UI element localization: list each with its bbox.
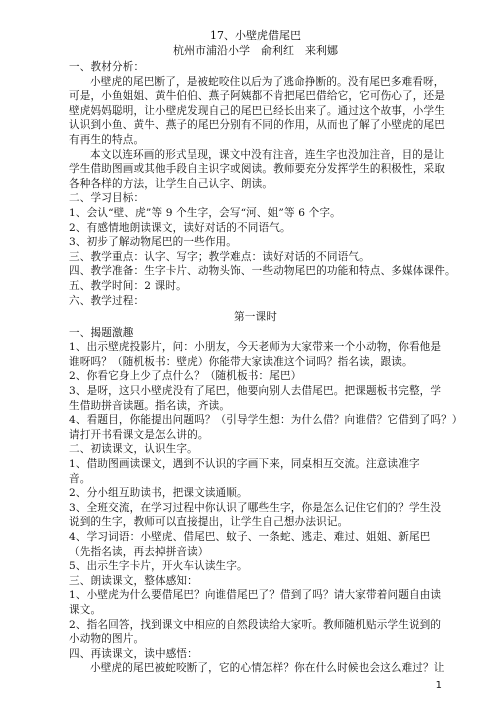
document-body xyxy=(69,60,463,676)
paragraph-line: 学生借助图画或其他手段自主识字或阅读。教师要充分发挥学生的积极性，采取 xyxy=(69,163,446,176)
paragraph-line: 各种各样的方法，让学生自己认字、朗读。 xyxy=(69,177,274,190)
paragraph-line: 生借助拼音读题。指名读，齐读。 xyxy=(69,399,231,412)
list-item: 3、全班交流，在学习过程中你认识了哪些生字，你是怎么记住它们的？学生没 xyxy=(69,501,442,514)
paragraph-line: 认识到小鱼、黄牛、燕子的尾巴分别有不同的作用，从而也了解了小壁虎的尾巴 xyxy=(69,119,446,132)
list-item: 4、学习词语：小壁虎、借尾巴、蚊子、一条蛇、逃走、难过、姐姐、新尾巴 xyxy=(69,531,431,543)
list-item: 1、会认“壁、虎”等 9 个生字，会写“河、姐”等 6 个字。 xyxy=(69,206,341,219)
list-item: 1、出示壁虎投影片，问：小朋友，今天老师为大家带来一个小动物，你看他是 xyxy=(69,341,442,354)
paragraph-line: 壁虎妈妈聪明，让小壁虎发现自己的尾巴已经长出来了。通过这个故事，小学生 xyxy=(69,104,446,117)
section-heading: 三、朗读课文，整体感知： xyxy=(69,574,198,587)
section-heading: 五、教学时间：2 课时。 xyxy=(69,279,187,292)
list-item: 5、出示生字卡片，开火车认读生字。 xyxy=(69,560,248,573)
paragraph-line: （先指名读，再去掉拼音读） xyxy=(69,545,209,558)
paragraph-line: 音。 xyxy=(69,472,91,485)
paragraph-line: 可是，小鱼姐姐、黄牛伯伯、燕子阿姨都不肯把尾巴借给它，它可伤心了，还是 xyxy=(69,90,446,103)
paragraph-line: 小壁虎的尾巴断了，是被蛇咬住以后为了逃命挣断的。没有尾巴多难看呀， xyxy=(90,75,445,88)
section-heading: 二、学习目标： xyxy=(69,192,145,205)
paragraph-line: 小动物的图片。 xyxy=(69,633,145,646)
paragraph-line: 本文以连环画的形式呈现，课文中没有注音，连生字也没加注音，目的是让 xyxy=(90,148,445,161)
page-number: 1 xyxy=(435,680,442,691)
paragraph-line: 谁呀吗？（随机板书：壁虎）你能带大家读准这个词吗？指名读，跟读。 xyxy=(69,355,413,368)
list-item: 2、指名回答，找到课文中相应的自然段读给大家听。教师随机贴示学生说到的 xyxy=(69,618,442,631)
list-item: 1、借助图画读课文，遇到不认识的字画下来，同桌相互交流。注意读准字 xyxy=(69,458,420,471)
paragraph-line: 课文。 xyxy=(69,603,102,616)
section-heading: 四、教学准备：生字卡片、动物头饰、一些动物尾巴的功能和特点、多媒体课件。 xyxy=(69,265,456,278)
document-authors: 杭州市浦沿小学 俞利红 来利娜 xyxy=(173,44,338,57)
section-heading: 一、教材分析： xyxy=(69,61,145,73)
section-heading: 六、教学过程： xyxy=(69,294,145,307)
paragraph-line: 请打开书看课文是怎么讲的。 xyxy=(69,428,209,441)
section-heading: 三、教学重点：认字、写字；教学难点：读好对话的不同语气。 xyxy=(69,250,370,263)
lesson-heading: 第一课时 xyxy=(234,311,277,324)
list-item: 2、有感情地朗读课文，读好对话的不同语气。 xyxy=(69,221,291,234)
list-item: 2、分小组互助读书，把课文读通顺。 xyxy=(69,487,248,500)
list-item: 4、看题目，你能提出问题吗？（引导学生想：为什么借？向谁借？它借到了吗？） xyxy=(69,414,463,427)
list-item: 3、初步了解动物尾巴的一些作用。 xyxy=(69,236,238,249)
section-heading: 二、初读课文，认识生字。 xyxy=(69,443,198,456)
paragraph-line: 说到的生字，教师可以直接提出，让学生自己想办法识记。 xyxy=(69,516,349,529)
section-heading: 四、再读课文，读中感悟： xyxy=(69,647,198,660)
paragraph-line: 有再生的特点。 xyxy=(69,133,145,146)
section-heading: 一、揭题激趣 xyxy=(69,326,134,339)
list-item: 3、是呀，这只小壁虎没有了尾巴，他要向别人去借尾巴。把课题板书完整，学 xyxy=(69,385,442,398)
document-title: 17、小壁虎借尾巴 xyxy=(210,29,301,42)
list-item: 2、你看它身上少了点什么？（随机板书：尾巴） xyxy=(69,370,302,383)
list-item: 1、小壁虎为什么要借尾巴？向谁借尾巴了？借到了吗？请大家带着问题自由读 xyxy=(69,589,442,602)
paragraph-line: 小壁虎的尾巴被蛇咬断了，它的心情怎样？你在什么时候也会这么难过？让 xyxy=(90,662,445,675)
